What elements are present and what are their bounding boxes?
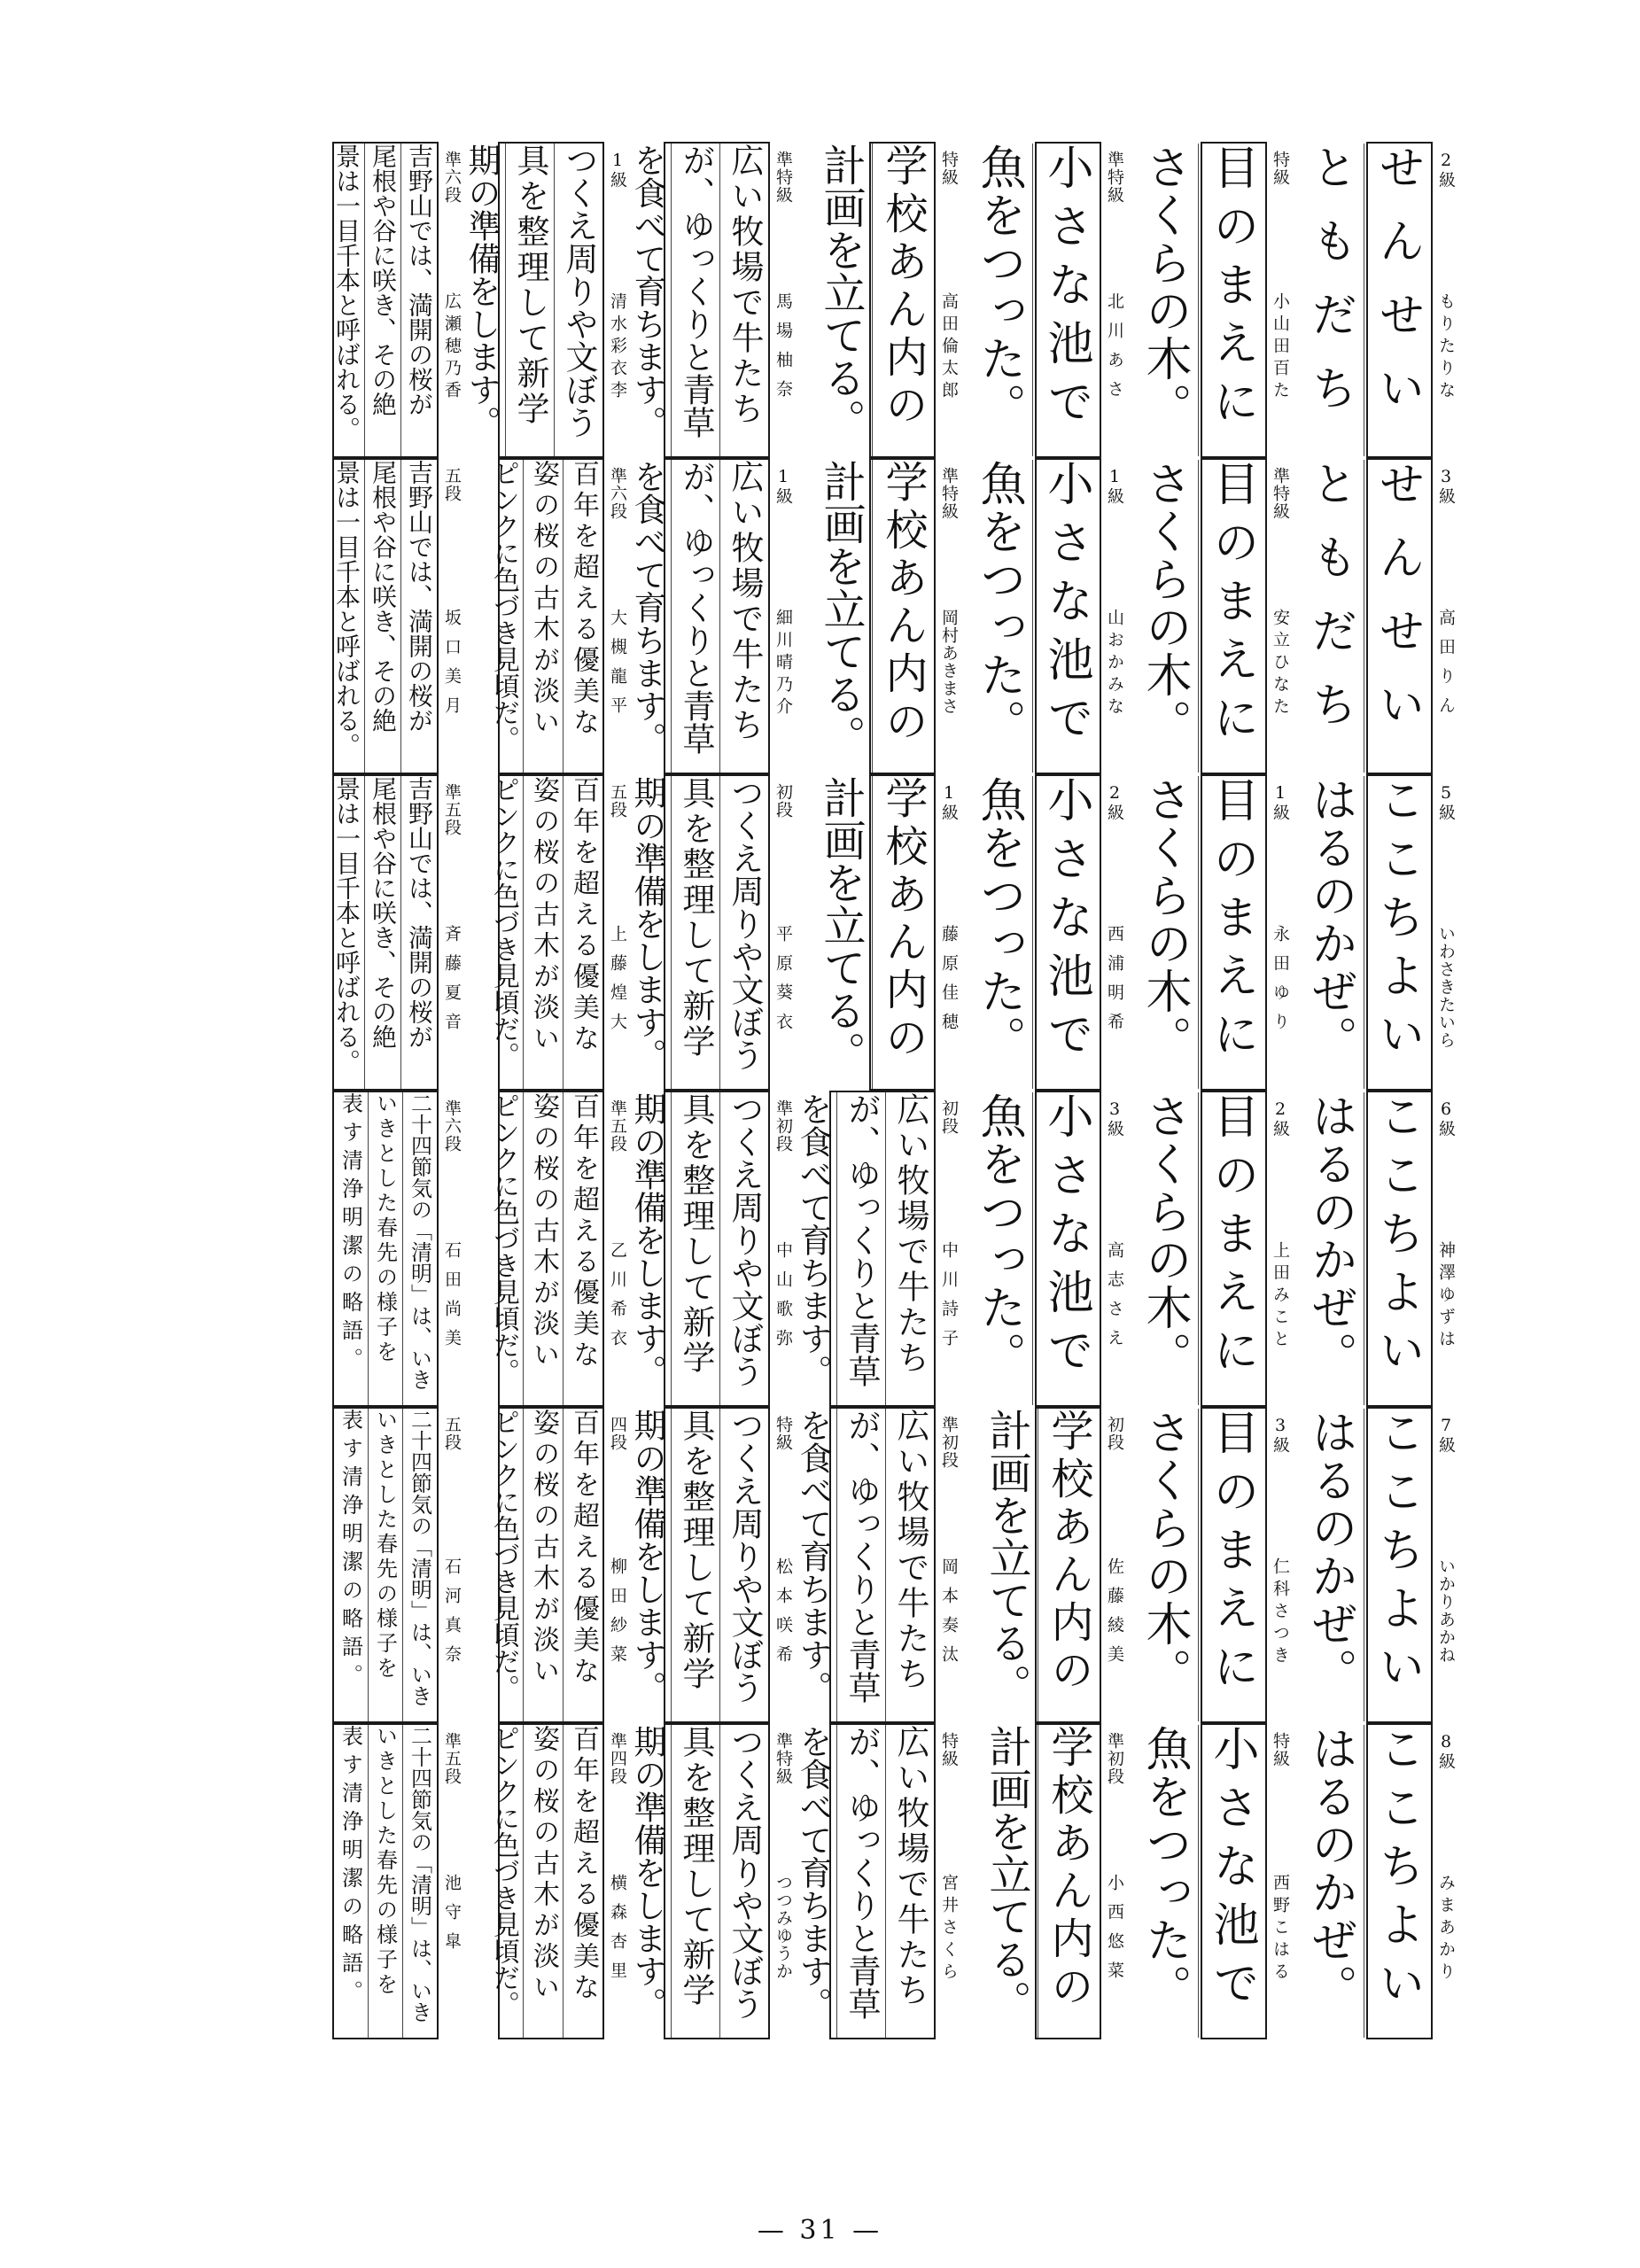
calligraphy-line: いきとした春先の様子を — [369, 1409, 403, 1721]
writing-box — [488, 1723, 604, 2039]
specimen-entry — [1138, 458, 1292, 774]
writing-box — [1303, 142, 1433, 458]
calligraphy-line: 二十四節気の「清明」は、いき — [407, 1725, 432, 2023]
student-name: 横森杏里 — [608, 1874, 627, 1991]
calligraphy-line: 計画を立てる。 — [976, 1725, 1038, 2038]
calligraphy-line: ピンクに色づき見頃だ。 — [484, 460, 524, 773]
writing-box — [628, 142, 770, 458]
writing-box — [1303, 1723, 1433, 2039]
grade-label: 準六段 — [608, 467, 627, 520]
calligraphy-line: 小さな池で — [1205, 1725, 1258, 2017]
student-name: 神澤ゆずは — [1436, 1241, 1456, 1352]
calligraphy-line: いきとした春先の様子を — [369, 1092, 403, 1405]
calligraphy-line: 期の準備をします。 — [457, 144, 506, 456]
grade-label: 準四段 — [608, 1732, 627, 1785]
writing-box — [982, 1407, 1101, 1723]
calligraphy-line: 学校あん内の — [878, 144, 928, 431]
writing-box — [1138, 774, 1267, 1091]
grade-label: 準特級 — [939, 467, 959, 520]
specimen-entry — [816, 458, 960, 774]
calligraphy-line: ここちよい — [1371, 1092, 1424, 1385]
student-name: いわさきたいら — [1436, 925, 1456, 1049]
calligraphy-line: 広い牧場で牛たち — [891, 1725, 929, 2008]
calligraphy-line: を食べて育ちます。 — [789, 1409, 837, 1721]
calligraphy-line: 学校あん内の — [1044, 1409, 1093, 1696]
student-name: 仁科さつき — [1271, 1557, 1290, 1668]
writing-box — [628, 458, 770, 774]
calligraphy-line: 広い牧場で牛たち — [891, 1409, 929, 1692]
writing-box — [972, 458, 1101, 774]
calligraphy-line: ここちよい — [1371, 776, 1424, 1068]
grade-label: 2級 — [1271, 1099, 1290, 1138]
specimen-entry — [332, 142, 463, 458]
calligraphy-line: 具を整理して新学 — [672, 1092, 720, 1405]
student-name: 上田みこと — [1271, 1241, 1290, 1352]
specimen-entry — [628, 142, 795, 458]
calligraphy-line: 小さな池で — [1039, 144, 1092, 436]
calligraphy-line: 姿の桜の古木が淡い — [524, 460, 564, 773]
calligraphy-line: 学校あん内の — [878, 460, 928, 747]
grade-label: 6級 — [1436, 1099, 1456, 1138]
grade-label: 準特級 — [1271, 467, 1290, 520]
grade-label: 1級 — [1105, 467, 1124, 505]
specimen-entry — [1303, 458, 1457, 774]
student-name: もりたりな — [1436, 292, 1456, 403]
specimen-entry — [628, 1091, 795, 1407]
calligraphy-line: 魚をつった。 — [966, 1092, 1033, 1405]
writing-box — [488, 1407, 604, 1723]
specimen-entry — [488, 458, 629, 774]
calligraphy-line: さくらの木。 — [1131, 460, 1199, 773]
calligraphy-line: 表す清浄明潔の略語。 — [334, 1409, 369, 1721]
calligraphy-line: 姿の桜の古木が淡い — [524, 776, 564, 1089]
student-name: 宮井さくら — [939, 1874, 959, 1984]
calligraphy-line: を食べて育ちます。 — [789, 1725, 837, 2038]
calligraphy-line: せんせい — [1371, 460, 1424, 754]
writing-box — [1138, 1723, 1267, 2039]
calligraphy-line: 吉野山では、満開の桜が — [405, 144, 434, 416]
calligraphy-line: 魚をつった。 — [1131, 1725, 1199, 2038]
calligraphy-line: 期の準備をします。 — [623, 1725, 672, 2038]
writing-box — [972, 1091, 1101, 1407]
calligraphy-line: 景は一目千本と呼ばれる。 — [329, 776, 365, 1089]
grade-label: 準特級 — [773, 151, 793, 204]
calligraphy-line: 魚をつった。 — [966, 776, 1033, 1089]
specimen-entry — [794, 1091, 960, 1407]
writing-box — [628, 774, 770, 1091]
student-name: 安立ひなた — [1271, 609, 1290, 719]
specimen-entry — [972, 1091, 1126, 1407]
student-name: 斉藤夏音 — [442, 925, 462, 1042]
specimen-entry — [1303, 1723, 1457, 2039]
calligraphy-line: 計画を立てる。 — [976, 1409, 1038, 1721]
calligraphy-line: 目のまえに — [1205, 1409, 1258, 1701]
calligraphy-line: が、ゆっくりと青草 — [837, 1725, 886, 2038]
student-name: いかりあかね — [1436, 1557, 1456, 1664]
student-name: 松本咲希 — [773, 1557, 793, 1674]
student-name: 池守皐 — [442, 1874, 462, 1961]
specimen-entry — [1138, 1407, 1292, 1723]
grade-label: 3級 — [1436, 467, 1456, 505]
student-name: 広瀬穂乃香 — [442, 292, 462, 403]
writing-box — [1303, 1091, 1433, 1407]
calligraphy-line: 具を整理して新学 — [672, 1409, 720, 1721]
writing-box — [982, 1723, 1101, 2039]
specimen-entry — [1138, 1723, 1292, 2039]
grade-label: 五段 — [442, 467, 462, 502]
calligraphy-line: 具を整理して新学 — [506, 144, 555, 456]
student-name: 坂口美月 — [442, 609, 462, 726]
calligraphy-line: 計画を立てる。 — [811, 144, 873, 456]
student-name: 馬場柚奈 — [773, 292, 793, 409]
specimen-entry — [332, 1091, 463, 1407]
writing-box — [1138, 1091, 1267, 1407]
calligraphy-line: 尾根や谷に咲き、その絶 — [365, 144, 401, 456]
calligraphy-line: さくらの木。 — [1131, 144, 1199, 456]
grade-label: 準特級 — [773, 1732, 793, 1785]
writing-box — [488, 1091, 604, 1407]
student-name: 平原葵衣 — [773, 925, 793, 1042]
specimen-entry — [628, 1407, 795, 1723]
calligraphy-line: 計画を立てる。 — [811, 460, 873, 773]
calligraphy-line: いきとした春先の様子を — [369, 1725, 403, 2038]
specimen-entry — [816, 774, 960, 1091]
student-name: 永田ゆり — [1271, 925, 1290, 1042]
calligraphy-line: はるのかぜ。 — [1297, 1092, 1364, 1405]
calligraphy-line: 広い牧場で牛たち — [726, 460, 764, 743]
calligraphy-line: 小さな池で — [1039, 460, 1092, 752]
page-number: — 31 — — [757, 2215, 883, 2246]
specimen-entry — [794, 1723, 960, 2039]
calligraphy-line: つくえ周りや文ぼう — [726, 1725, 764, 2020]
grade-label: 特級 — [1271, 151, 1290, 186]
calligraphy-line: 姿の桜の古木が淡い — [524, 1092, 564, 1405]
specimen-entry — [972, 458, 1126, 774]
calligraphy-line: 具を整理して新学 — [672, 1725, 720, 2038]
calligraphy-line: つくえ周りや文ぼう — [726, 776, 764, 1071]
student-name: 高志さえ — [1105, 1241, 1124, 1358]
grade-label: 準五段 — [442, 783, 462, 836]
calligraphy-line: 目のまえに — [1205, 144, 1258, 436]
grade-label: 準特級 — [1105, 151, 1124, 204]
calligraphy-line: 目のまえに — [1205, 1092, 1258, 1385]
specimen-entry — [1303, 1407, 1457, 1723]
writing-box — [816, 774, 936, 1091]
calligraphy-line: ともだち — [1297, 460, 1364, 773]
specimen-entry — [1138, 1091, 1292, 1407]
specimen-entry — [488, 774, 629, 1091]
student-name: 石河真奈 — [442, 1557, 462, 1674]
grade-label: 5級 — [1436, 783, 1456, 821]
student-name: 柳田紗菜 — [608, 1557, 627, 1674]
specimen-entry — [1138, 142, 1292, 458]
calligraphy-line: 尾根や谷に咲き、その絶 — [365, 776, 401, 1089]
specimen-entry — [488, 1723, 629, 2039]
grade-label: 1級 — [773, 467, 793, 505]
grade-label: 準五段 — [608, 1099, 627, 1153]
writing-box — [462, 142, 604, 458]
student-name: つつみゆうか — [773, 1874, 793, 1980]
writing-box — [332, 1723, 439, 2039]
writing-box — [628, 1723, 770, 2039]
student-name: 西浦明希 — [1105, 925, 1124, 1042]
calligraphy-line: ピンクに色づき見頃だ。 — [484, 1092, 524, 1405]
grade-label: 特級 — [939, 151, 959, 186]
calligraphy-line: 魚をつった。 — [966, 460, 1033, 773]
specimen-entry — [462, 142, 629, 458]
calligraphy-line: 百年を超える優美な — [568, 1092, 599, 1371]
calligraphy-line: ピンクに色づき見頃だ。 — [484, 776, 524, 1089]
calligraphy-line: さくらの木。 — [1131, 1409, 1199, 1721]
student-name: 上藤煌大 — [608, 925, 627, 1042]
writing-box — [332, 1407, 439, 1723]
writing-box — [628, 1091, 770, 1407]
specimen-entry — [1303, 142, 1457, 458]
writing-box — [332, 1091, 439, 1407]
calligraphy-line: ここちよい — [1371, 1725, 1424, 2017]
writing-box — [332, 142, 439, 458]
calligraphy-line: 具を整理して新学 — [672, 776, 720, 1089]
specimen-entry — [332, 774, 463, 1091]
calligraphy-line: 二十四節気の「清明」は、いき — [407, 1409, 432, 1706]
calligraphy-line: が、ゆっくりと青草 — [672, 460, 720, 773]
grade-label: 五段 — [442, 1416, 462, 1451]
calligraphy-line: つくえ周りや文ぼう — [560, 144, 598, 439]
writing-box — [488, 774, 604, 1091]
student-name: 山おかみな — [1105, 609, 1124, 719]
specimen-entry — [628, 1723, 795, 2039]
student-name: 北川あさ — [1105, 292, 1124, 409]
specimen-entry — [982, 1723, 1126, 2039]
specimen-entry — [628, 774, 795, 1091]
calligraphy-line: 学校あん内の — [878, 776, 928, 1063]
calligraphy-line: 百年を超える優美な — [568, 776, 599, 1055]
writing-box — [1303, 458, 1433, 774]
grade-label: 初段 — [773, 783, 793, 819]
calligraphy-line: 広い牧場で牛たち — [891, 1092, 929, 1376]
calligraphy-line: はるのかぜ。 — [1297, 1409, 1364, 1721]
calligraphy-line: 計画を立てる。 — [811, 776, 873, 1089]
calligraphy-line: 百年を超える優美な — [568, 1409, 599, 1688]
writing-box — [1138, 458, 1267, 774]
grade-label: 準五段 — [442, 1732, 462, 1785]
calligraphy-line: 小さな池で — [1039, 776, 1092, 1068]
calligraphy-line: 目のまえに — [1205, 776, 1258, 1068]
calligraphy-line: はるのかぜ。 — [1297, 776, 1364, 1089]
specimen-entry — [1303, 774, 1457, 1091]
writing-box — [1138, 142, 1267, 458]
student-name: 小西悠菜 — [1105, 1874, 1124, 1991]
calligraphy-line: つくえ周りや文ぼう — [726, 1409, 764, 1704]
student-name: 高田りん — [1436, 609, 1456, 726]
specimen-entry — [972, 774, 1126, 1091]
specimen-entry — [794, 1407, 960, 1723]
calligraphy-line: 表す清浄明潔の略語。 — [334, 1092, 369, 1405]
student-name: 藤原佳穂 — [939, 925, 959, 1042]
grade-label: 五段 — [608, 783, 627, 819]
student-name: 佐藤綾美 — [1105, 1557, 1124, 1674]
calligraphy-line: ピンクに色づき見頃だ。 — [484, 1725, 524, 2038]
calligraphy-line: 小さな池で — [1039, 1092, 1092, 1385]
writing-box — [1303, 774, 1433, 1091]
grade-label: 準六段 — [442, 1099, 462, 1153]
specimen-entry — [628, 458, 795, 774]
calligraphy-line: はるのかぜ。 — [1297, 1725, 1364, 2038]
writing-box — [794, 1091, 936, 1407]
calligraphy-line: 景は一目千本と呼ばれる。 — [329, 144, 365, 456]
calligraphy-line: 景は一目千本と呼ばれる。 — [329, 460, 365, 773]
student-name: 中川詩子 — [939, 1241, 959, 1358]
calligraphy-line: 表す清浄明潔の略語。 — [334, 1725, 369, 2038]
writing-box — [794, 1407, 936, 1723]
calligraphy-line: 二十四節気の「清明」は、いき — [407, 1092, 432, 1390]
specimen-entry — [488, 1091, 629, 1407]
writing-box — [628, 1407, 770, 1723]
calligraphy-line: つくえ周りや文ぼう — [726, 1092, 764, 1387]
grade-label: 2級 — [1436, 151, 1456, 189]
grade-label: 1級 — [1271, 783, 1290, 821]
calligraphy-line: 吉野山では、満開の桜が — [405, 776, 434, 1049]
calligraphy-line: 期の準備をします。 — [623, 1092, 672, 1405]
grade-label: 7級 — [1436, 1416, 1456, 1454]
calligraphy-line: が、ゆっくりと青草 — [837, 1409, 886, 1721]
writing-box — [816, 142, 936, 458]
grade-label: 初段 — [939, 1099, 959, 1135]
student-name: 清水彩衣李 — [608, 292, 627, 403]
student-name: 高田倫太郎 — [939, 292, 959, 403]
grade-label: 1級 — [608, 151, 627, 189]
student-name: 細川晴乃介 — [773, 609, 793, 719]
grade-label: 3級 — [1105, 1099, 1124, 1138]
calligraphy-line: 学校あん内の — [1044, 1725, 1093, 2012]
grade-label: 初段 — [1105, 1416, 1124, 1451]
student-name: 大槻龍平 — [608, 609, 627, 726]
calligraphy-line: 尾根や谷に咲き、その絶 — [365, 460, 401, 773]
student-name: 乙川希衣 — [608, 1241, 627, 1358]
calligraphy-line: 姿の桜の古木が淡い — [524, 1725, 564, 2038]
calligraphy-line: さくらの木。 — [1131, 776, 1199, 1089]
calligraphy-line: 広い牧場で牛たち — [726, 144, 764, 427]
grade-label: 8級 — [1436, 1732, 1456, 1770]
writing-box — [972, 774, 1101, 1091]
grade-label: 準六段 — [442, 151, 462, 204]
calligraphy-line: ともだち — [1297, 144, 1364, 456]
calligraphy-line: 吉野山では、満開の桜が — [405, 460, 434, 733]
specimen-entry — [982, 1407, 1126, 1723]
grade-label: 特級 — [939, 1732, 959, 1767]
grade-label: 1級 — [939, 783, 959, 821]
writing-box — [332, 458, 439, 774]
calligraphy-line: 百年を超える優美な — [568, 460, 599, 739]
writing-box — [1303, 1407, 1433, 1723]
grade-label: 2級 — [1105, 783, 1124, 821]
specimen-entry — [332, 458, 463, 774]
writing-box — [972, 142, 1101, 458]
calligraphy-line: ピンクに色づき見頃だ。 — [484, 1409, 524, 1721]
calligraphy-line: 姿の桜の古木が淡い — [524, 1409, 564, 1721]
student-name: 岡村あきまさ — [939, 609, 959, 715]
calligraphy-line: 魚をつった。 — [966, 144, 1033, 456]
writing-box — [332, 774, 439, 1091]
writing-box — [816, 458, 936, 774]
grade-label: 準初段 — [939, 1416, 959, 1469]
grade-label: 準初段 — [773, 1099, 793, 1153]
writing-box — [794, 1723, 936, 2039]
calligraphy-line: を食べて育ちます。 — [623, 144, 672, 456]
student-name: 西野こはる — [1271, 1874, 1290, 1984]
specimen-entry — [972, 142, 1126, 458]
student-name: 石田尚美 — [442, 1241, 462, 1358]
calligraphy-line: 期の準備をします。 — [623, 1409, 672, 1721]
calligraphy-line: 期の準備をします。 — [623, 776, 672, 1089]
calligraphy-line: せんせい — [1371, 144, 1424, 438]
specimen-entry — [1138, 774, 1292, 1091]
writing-box — [1138, 1407, 1267, 1723]
calligraphy-line: が、ゆっくりと青草 — [672, 144, 720, 456]
grade-label: 3級 — [1271, 1416, 1290, 1454]
specimen-entry — [488, 1407, 629, 1723]
writing-box — [488, 458, 604, 774]
grade-label: 特級 — [1271, 1732, 1290, 1767]
calligraphy-line: を食べて育ちます。 — [789, 1092, 837, 1405]
student-name: みまあかり — [1436, 1874, 1456, 1984]
calligraphy-line: 目のまえに — [1205, 460, 1258, 752]
specimen-entry — [332, 1407, 463, 1723]
calligraphy-line: さくらの木。 — [1131, 1092, 1199, 1405]
student-name: 岡本奏汰 — [939, 1557, 959, 1674]
student-name: 中山歌弥 — [773, 1241, 793, 1358]
calligraphy-line: ここちよい — [1371, 1409, 1424, 1701]
student-name: 小山田百た — [1271, 292, 1290, 403]
specimen-entry — [1303, 1091, 1457, 1407]
specimen-entry — [332, 1723, 463, 2039]
specimen-entry — [816, 142, 960, 458]
grade-label: 特級 — [773, 1416, 793, 1451]
calligraphy-line: を食べて育ちます。 — [623, 460, 672, 773]
grade-label: 四段 — [608, 1416, 627, 1451]
calligraphy-line: が、ゆっくりと青草 — [837, 1092, 886, 1405]
calligraphy-line: 百年を超える優美な — [568, 1725, 599, 2004]
grade-label: 準初段 — [1105, 1732, 1124, 1785]
